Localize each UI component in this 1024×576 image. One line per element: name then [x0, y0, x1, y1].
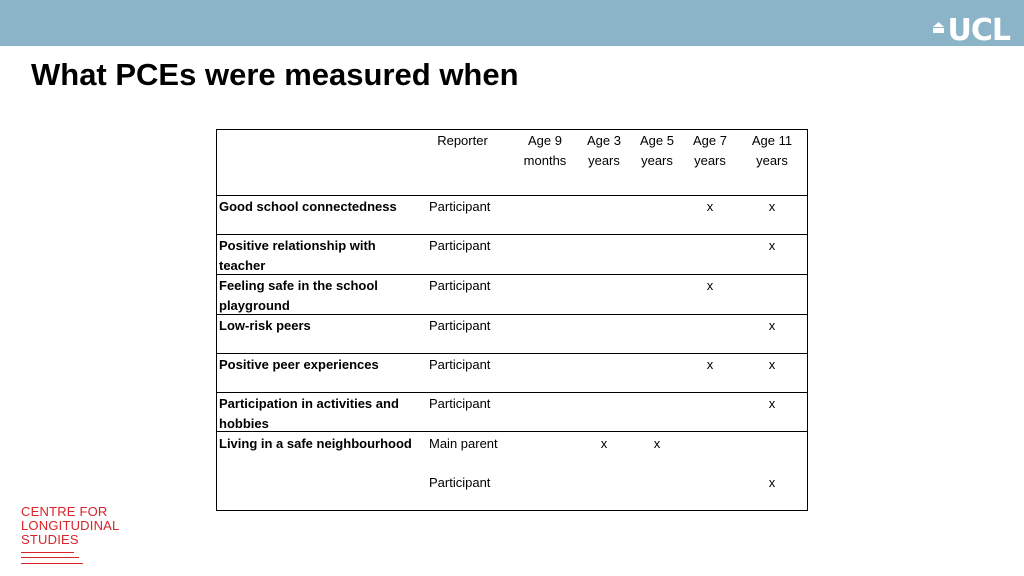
row-label: Low-risk peers: [219, 318, 311, 333]
col-header-reporter: Reporter: [437, 133, 488, 148]
row-label: Participation in activities and hobbies: [219, 396, 399, 431]
row-reporter: Participant: [429, 318, 491, 333]
row-reporter: Participant: [429, 278, 491, 293]
row-mark-age11: x: [768, 396, 776, 411]
row-label: Feeling safe in the school playground: [219, 278, 378, 313]
ucl-logo-text: UCL: [947, 13, 1010, 48]
cls-logo-rule: [21, 557, 79, 558]
row-mark-age7: x: [706, 199, 714, 214]
top-banner: [0, 0, 1024, 46]
cls-logo-line: LONGITUDINAL: [21, 518, 120, 533]
cls-logo-rule: [21, 563, 83, 564]
row-reporter: Participant: [429, 357, 491, 372]
row-reporter: Main parent: [429, 436, 498, 451]
row-mark-age11: x: [768, 199, 776, 214]
cls-logo-line: CENTRE FOR: [21, 504, 108, 519]
cls-logo: [21, 505, 119, 547]
row-label: Positive peer experiences: [219, 357, 379, 372]
row-divider: [217, 392, 807, 393]
row-mark-age11: x: [768, 318, 776, 333]
cls-logo-rule: [21, 552, 74, 553]
col-header-age3: Age 3 years: [587, 133, 621, 168]
row-label: Living in a safe neighbourhood: [219, 436, 412, 451]
row-reporter: Participant: [429, 396, 491, 411]
row-mark-age5: x: [653, 436, 661, 451]
row-mark-age11: x: [768, 238, 776, 253]
row-divider: [217, 353, 807, 354]
col-header-age9: Age 9 months: [523, 133, 567, 168]
row-reporter: Participant: [429, 475, 491, 490]
row-divider: [217, 234, 807, 235]
page-title: What PCEs were measured when: [31, 57, 519, 92]
row-mark-age11: x: [768, 357, 776, 372]
row-reporter: Participant: [429, 199, 491, 214]
col-header-age7: Age 7 years: [693, 133, 727, 168]
row-mark-age11: x: [768, 475, 776, 490]
row-mark-age3: x: [600, 436, 608, 451]
col-header-age5: Age 5 years: [640, 133, 674, 168]
cls-logo-line: STUDIES: [21, 532, 79, 547]
portico-icon: [933, 22, 944, 33]
row-label: Positive relationship with teacher: [219, 238, 376, 273]
row-divider: [217, 195, 807, 196]
row-mark-age7: x: [706, 357, 714, 372]
row-label: Good school connectedness: [219, 199, 397, 214]
row-reporter: Participant: [429, 238, 491, 253]
col-header-age11: Age 11 years: [751, 133, 793, 168]
ucl-logo: [933, 13, 1011, 48]
row-mark-age7: x: [706, 278, 714, 293]
